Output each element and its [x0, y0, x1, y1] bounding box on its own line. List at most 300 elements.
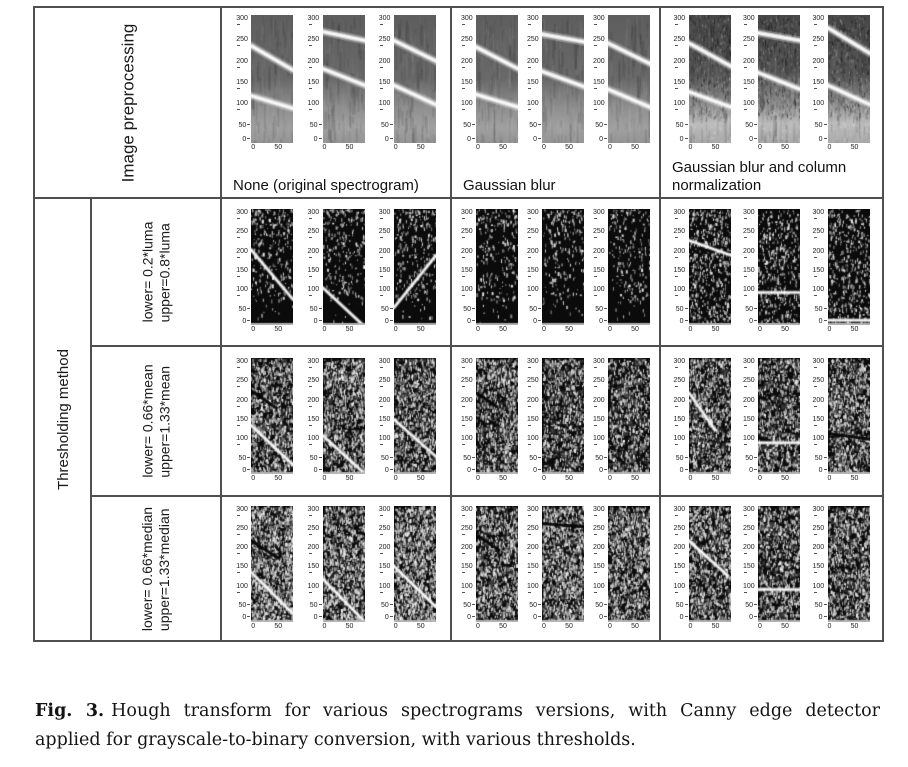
- plot-axes: [593, 506, 650, 622]
- y-tick-label: 250: [593, 36, 607, 50]
- y-tick-label: 300: [527, 358, 541, 372]
- y-tick-label: 0: [385, 318, 393, 325]
- y-tick-label: 150: [379, 563, 393, 577]
- spectrogram-plot: [461, 15, 518, 153]
- y-axis-ticks: [379, 506, 394, 622]
- plot-axes: [461, 15, 518, 143]
- y-tick-label: 150: [674, 267, 688, 281]
- y-tick-label: 0: [385, 614, 393, 621]
- y-tick-label: 200: [593, 397, 607, 411]
- y-tick-label: 150: [743, 79, 757, 93]
- y-tick-label: 300: [743, 506, 757, 520]
- x-tick-label: 0: [322, 475, 327, 482]
- plot-axes: [308, 358, 365, 474]
- plot-axes: [236, 358, 293, 474]
- y-tick-label: 100: [461, 286, 475, 300]
- y-axis-ticks: [461, 209, 476, 325]
- x-tick-label: 0: [322, 326, 327, 333]
- x-tick-label: 0: [688, 622, 693, 630]
- y-axis-ticks: [813, 15, 828, 143]
- plot-axes: [461, 209, 518, 325]
- plot-image: [323, 506, 365, 622]
- plot-cell-luma-none: [222, 199, 450, 345]
- row-label-mean-lower: lower= 0.66*mean: [139, 364, 156, 478]
- x-axis-ticks: [323, 143, 365, 153]
- y-tick-label: 300: [527, 15, 541, 29]
- y-tick-label: 150: [593, 79, 607, 93]
- x-tick-label: 50: [711, 326, 720, 333]
- y-tick-label: 50: [595, 122, 607, 129]
- x-tick-label: 50: [781, 475, 789, 482]
- x-axis-ticks: [689, 143, 731, 153]
- x-tick-label: 50: [274, 326, 283, 333]
- y-axis-ticks: [527, 209, 542, 325]
- y-tick-label: 0: [680, 136, 688, 143]
- y-tick-label: 150: [813, 563, 827, 577]
- y-tick-label: 250: [236, 228, 250, 242]
- plot-image: [394, 358, 436, 474]
- x-tick-label: 0: [688, 144, 693, 151]
- x-tick-label: 0: [827, 622, 832, 630]
- y-tick-label: 200: [674, 58, 688, 72]
- y-tick-label: 0: [533, 136, 541, 143]
- plot-image: [251, 15, 293, 143]
- y-axis-ticks: [743, 209, 758, 325]
- y-tick-label: 50: [463, 122, 475, 129]
- y-tick-label: 100: [813, 100, 827, 114]
- y-tick-label: 250: [379, 525, 393, 539]
- row-label-median-upper: upper=1.33*median: [156, 507, 173, 631]
- y-tick-label: 200: [527, 58, 541, 72]
- y-tick-label: 150: [527, 416, 541, 430]
- y-tick-label: 100: [813, 583, 827, 597]
- y-tick-label: 50: [745, 455, 757, 462]
- y-tick-label: 300: [813, 209, 827, 223]
- y-tick-label: 200: [813, 544, 827, 558]
- edge-plot: [379, 209, 436, 335]
- y-tick-label: 100: [813, 286, 827, 300]
- grid-line: [220, 8, 222, 640]
- x-tick-label: 50: [274, 475, 283, 482]
- x-tick-label: 0: [608, 475, 612, 482]
- x-axis-ticks: [542, 325, 584, 335]
- y-axis-ticks: [461, 358, 476, 474]
- plot-axes: [527, 15, 584, 143]
- y-tick-label: 50: [529, 306, 541, 313]
- plot-axes: [593, 15, 650, 143]
- x-tick-label: 50: [631, 326, 639, 333]
- edge-plot: [593, 209, 650, 335]
- plot-group-gaussian: [452, 8, 659, 177]
- y-tick-label: 100: [379, 100, 393, 114]
- preprocessing-label: Image preprocessing: [117, 23, 137, 182]
- y-tick-label: 250: [527, 36, 541, 50]
- y-axis-ticks: [593, 209, 608, 325]
- x-axis-ticks: [394, 143, 436, 153]
- x-tick-label: 50: [711, 144, 720, 151]
- y-tick-label: 0: [749, 467, 757, 474]
- y-tick-label: 0: [819, 614, 827, 621]
- plot-axes: [236, 209, 293, 325]
- y-tick-label: 150: [813, 416, 827, 430]
- y-tick-label: 300: [527, 506, 541, 520]
- y-tick-label: 0: [749, 136, 757, 143]
- y-tick-label: 100: [379, 583, 393, 597]
- y-tick-label: 200: [674, 248, 688, 262]
- y-tick-label: 250: [674, 228, 688, 242]
- y-tick-label: 0: [467, 467, 475, 474]
- y-tick-label: 50: [463, 306, 475, 313]
- y-tick-label: 150: [236, 416, 250, 430]
- y-tick-label: 150: [593, 267, 607, 281]
- x-tick-label: 50: [565, 326, 573, 333]
- y-axis-ticks: [813, 358, 828, 474]
- x-tick-label: 50: [631, 622, 639, 630]
- y-axis-ticks: [236, 209, 251, 325]
- y-tick-label: 300: [674, 358, 688, 372]
- edge-plot: [527, 209, 584, 335]
- grid-line: [35, 197, 882, 199]
- y-axis-ticks: [308, 209, 323, 325]
- x-tick-label: 50: [499, 622, 507, 630]
- y-tick-label: 200: [593, 248, 607, 262]
- y-tick-label: 200: [236, 248, 250, 262]
- x-axis-ticks: [394, 325, 436, 335]
- y-axis-ticks: [308, 358, 323, 474]
- y-tick-label: 300: [674, 15, 688, 29]
- edge-plot: [593, 358, 650, 484]
- y-tick-label: 300: [308, 358, 322, 372]
- figure-caption-line2: applied for grayscale-to-binary conversion, with various thresholds.: [35, 730, 636, 750]
- plot-axes: [527, 358, 584, 474]
- y-axis-ticks: [527, 358, 542, 474]
- y-tick-label: 200: [527, 248, 541, 262]
- plot-axes: [813, 209, 870, 325]
- x-tick-label: 50: [565, 475, 573, 482]
- y-tick-label: 250: [461, 525, 475, 539]
- y-tick-label: 0: [314, 467, 322, 474]
- y-tick-label: 250: [379, 36, 393, 50]
- x-tick-label: 0: [251, 475, 256, 482]
- edge-plot: [813, 506, 870, 632]
- y-axis-ticks: [379, 15, 394, 143]
- x-tick-label: 0: [476, 622, 480, 630]
- y-axis-ticks: [813, 209, 828, 325]
- edge-plot: [743, 209, 800, 335]
- y-tick-label: 50: [238, 306, 250, 313]
- plot-axes: [527, 506, 584, 622]
- y-axis-ticks: [813, 506, 828, 622]
- y-tick-label: 100: [236, 100, 250, 114]
- spectrogram-plot: [379, 15, 436, 153]
- x-tick-label: 50: [850, 475, 859, 482]
- y-tick-label: 150: [379, 79, 393, 93]
- plot-image: [476, 358, 518, 474]
- row-label-luma-upper: upper=0.8*luma: [156, 223, 173, 323]
- plot-image: [828, 506, 870, 622]
- y-tick-label: 150: [813, 79, 827, 93]
- plot-axes: [379, 506, 436, 622]
- y-tick-label: 200: [461, 544, 475, 558]
- y-tick-label: 150: [593, 563, 607, 577]
- y-tick-label: 200: [527, 544, 541, 558]
- plot-image: [828, 358, 870, 474]
- y-tick-label: 0: [819, 136, 827, 143]
- y-tick-label: 300: [308, 506, 322, 520]
- y-tick-label: 50: [676, 455, 688, 462]
- y-tick-label: 250: [674, 525, 688, 539]
- plot-image: [689, 358, 731, 474]
- grid-line: [659, 8, 661, 640]
- edge-plot: [236, 358, 293, 484]
- y-tick-label: 50: [745, 122, 757, 129]
- y-tick-label: 100: [308, 435, 322, 449]
- y-tick-label: 50: [676, 306, 688, 313]
- y-tick-label: 0: [680, 318, 688, 325]
- plot-axes: [527, 209, 584, 325]
- x-tick-label: 0: [476, 475, 480, 482]
- x-tick-label: 0: [758, 144, 762, 151]
- x-tick-label: 0: [608, 144, 612, 151]
- edge-plot: [593, 506, 650, 632]
- y-tick-label: 0: [242, 467, 250, 474]
- cell-preprocessing-gaussian: [452, 8, 659, 197]
- y-tick-label: 250: [674, 36, 688, 50]
- y-tick-label: 50: [595, 455, 607, 462]
- x-axis-ticks: [758, 622, 800, 632]
- x-axis-ticks: [758, 325, 800, 335]
- y-tick-label: 50: [595, 602, 607, 609]
- thresholding-label-cell: [35, 199, 91, 640]
- y-tick-label: 0: [533, 614, 541, 621]
- y-tick-label: 200: [308, 58, 322, 72]
- plot-axes: [743, 506, 800, 622]
- x-tick-label: 0: [393, 622, 398, 630]
- x-tick-label: 0: [542, 326, 546, 333]
- x-tick-label: 0: [393, 475, 398, 482]
- plot-image: [689, 209, 731, 325]
- x-tick-label: 0: [758, 326, 762, 333]
- figure-caption-label: Fig. 3.: [35, 701, 105, 721]
- y-tick-label: 50: [463, 455, 475, 462]
- y-tick-label: 0: [242, 318, 250, 325]
- x-axis-ticks: [689, 474, 731, 484]
- y-tick-label: 100: [527, 435, 541, 449]
- y-tick-label: 150: [461, 416, 475, 430]
- plot-axes: [461, 506, 518, 622]
- plot-cell-median-gaussian: [452, 497, 659, 640]
- plot-axes: [674, 358, 731, 474]
- y-tick-label: 50: [310, 602, 322, 609]
- y-tick-label: 50: [310, 455, 322, 462]
- y-tick-label: 250: [308, 36, 322, 50]
- x-axis-ticks: [476, 622, 518, 632]
- plot-image: [608, 358, 650, 474]
- plot-axes: [813, 506, 870, 622]
- y-tick-label: 250: [308, 525, 322, 539]
- plot-axes: [379, 358, 436, 474]
- edge-plot: [674, 209, 731, 335]
- y-tick-label: 200: [461, 248, 475, 262]
- plot-axes: [593, 209, 650, 325]
- x-axis-ticks: [323, 474, 365, 484]
- y-tick-label: 100: [461, 435, 475, 449]
- x-axis-ticks: [394, 474, 436, 484]
- y-tick-label: 150: [674, 79, 688, 93]
- edge-plot: [461, 209, 518, 335]
- plot-axes: [674, 506, 731, 622]
- plot-image: [476, 209, 518, 325]
- y-tick-label: 50: [529, 602, 541, 609]
- x-tick-label: 50: [850, 144, 859, 151]
- y-tick-label: 200: [674, 397, 688, 411]
- spectrogram-plot: [236, 15, 293, 153]
- edge-plot: [379, 506, 436, 632]
- plot-axes: [379, 15, 436, 143]
- x-tick-label: 0: [827, 326, 832, 333]
- row-label-median-lower: lower= 0.66*median: [139, 506, 156, 631]
- y-tick-label: 0: [385, 136, 393, 143]
- y-tick-label: 0: [467, 614, 475, 621]
- y-tick-label: 300: [813, 358, 827, 372]
- y-tick-label: 0: [819, 467, 827, 474]
- plot-image: [542, 358, 584, 474]
- y-axis-ticks: [593, 506, 608, 622]
- y-tick-label: 150: [743, 267, 757, 281]
- y-tick-label: 100: [379, 286, 393, 300]
- y-tick-label: 250: [461, 36, 475, 50]
- x-axis-ticks: [251, 325, 293, 335]
- plot-image: [542, 209, 584, 325]
- y-tick-label: 200: [813, 248, 827, 262]
- y-tick-label: 100: [593, 100, 607, 114]
- x-axis-ticks: [608, 622, 650, 632]
- plot-cell-median-normalized: [661, 497, 882, 640]
- plot-image: [476, 15, 518, 143]
- x-tick-label: 0: [608, 622, 612, 630]
- y-tick-label: 100: [743, 583, 757, 597]
- y-tick-label: 150: [236, 563, 250, 577]
- y-tick-label: 50: [745, 602, 757, 609]
- y-tick-label: 150: [308, 416, 322, 430]
- y-tick-label: 150: [308, 563, 322, 577]
- x-tick-label: 0: [476, 326, 480, 333]
- y-tick-label: 200: [743, 544, 757, 558]
- x-tick-label: 0: [758, 622, 762, 630]
- y-tick-label: 50: [815, 122, 827, 129]
- y-tick-label: 300: [743, 358, 757, 372]
- y-tick-label: 200: [743, 58, 757, 72]
- y-axis-ticks: [593, 358, 608, 474]
- edge-plot: [813, 358, 870, 484]
- y-tick-label: 300: [593, 209, 607, 223]
- y-tick-label: 0: [533, 467, 541, 474]
- x-tick-label: 50: [711, 622, 720, 630]
- edge-plot: [743, 506, 800, 632]
- y-tick-label: 50: [381, 306, 393, 313]
- row-label-mean-upper: upper=1.33*mean: [156, 365, 173, 478]
- y-tick-label: 150: [236, 79, 250, 93]
- y-tick-label: 300: [527, 209, 541, 223]
- plot-axes: [379, 209, 436, 325]
- y-tick-label: 250: [813, 36, 827, 50]
- y-tick-label: 200: [461, 58, 475, 72]
- y-axis-ticks: [308, 15, 323, 143]
- y-tick-label: 150: [461, 563, 475, 577]
- x-tick-label: 0: [393, 326, 398, 333]
- y-tick-label: 50: [676, 602, 688, 609]
- y-tick-label: 200: [593, 58, 607, 72]
- y-tick-label: 100: [743, 100, 757, 114]
- x-tick-label: 0: [758, 475, 762, 482]
- y-tick-label: 50: [595, 306, 607, 313]
- y-tick-label: 150: [674, 563, 688, 577]
- y-tick-label: 250: [236, 36, 250, 50]
- x-tick-label: 0: [608, 326, 612, 333]
- y-tick-label: 150: [813, 267, 827, 281]
- plot-image: [758, 506, 800, 622]
- plot-axes: [308, 506, 365, 622]
- y-axis-ticks: [527, 506, 542, 622]
- x-tick-label: 50: [781, 326, 789, 333]
- x-axis-ticks: [608, 143, 650, 153]
- x-tick-label: 0: [322, 144, 327, 151]
- plot-image: [251, 506, 293, 622]
- y-tick-label: 50: [381, 455, 393, 462]
- spectrogram-plot: [813, 15, 870, 153]
- grid-line: [90, 345, 882, 347]
- y-tick-label: 300: [379, 506, 393, 520]
- y-tick-label: 50: [310, 306, 322, 313]
- y-tick-label: 300: [308, 15, 322, 29]
- plot-image: [323, 358, 365, 474]
- figure-table: [33, 6, 884, 642]
- y-tick-label: 200: [461, 397, 475, 411]
- y-tick-label: 100: [593, 435, 607, 449]
- column-caption-gaussian: Gaussian blur: [463, 177, 556, 194]
- x-axis-ticks: [542, 622, 584, 632]
- y-tick-label: 200: [813, 58, 827, 72]
- y-tick-label: 300: [461, 506, 475, 520]
- y-tick-label: 300: [461, 358, 475, 372]
- x-axis-ticks: [828, 143, 870, 153]
- row-label-median-cell: [92, 497, 221, 640]
- y-tick-label: 200: [743, 397, 757, 411]
- y-tick-label: 0: [467, 318, 475, 325]
- x-tick-label: 50: [416, 326, 425, 333]
- edge-plot: [527, 358, 584, 484]
- edge-plot: [236, 209, 293, 335]
- x-tick-label: 0: [688, 326, 693, 333]
- spectrogram-plot: [593, 15, 650, 153]
- y-tick-label: 100: [527, 100, 541, 114]
- plot-image: [251, 358, 293, 474]
- plot-cell-mean-none: [222, 347, 450, 495]
- plot-axes: [236, 506, 293, 622]
- plot-image: [323, 209, 365, 325]
- edge-plot: [813, 209, 870, 335]
- x-tick-label: 50: [499, 144, 507, 151]
- y-tick-label: 0: [314, 318, 322, 325]
- y-tick-label: 150: [674, 416, 688, 430]
- y-tick-label: 100: [308, 100, 322, 114]
- x-axis-ticks: [828, 474, 870, 484]
- x-axis-ticks: [476, 474, 518, 484]
- x-tick-label: 50: [781, 622, 789, 630]
- x-axis-ticks: [542, 474, 584, 484]
- y-tick-label: 100: [674, 100, 688, 114]
- y-tick-label: 0: [599, 136, 607, 143]
